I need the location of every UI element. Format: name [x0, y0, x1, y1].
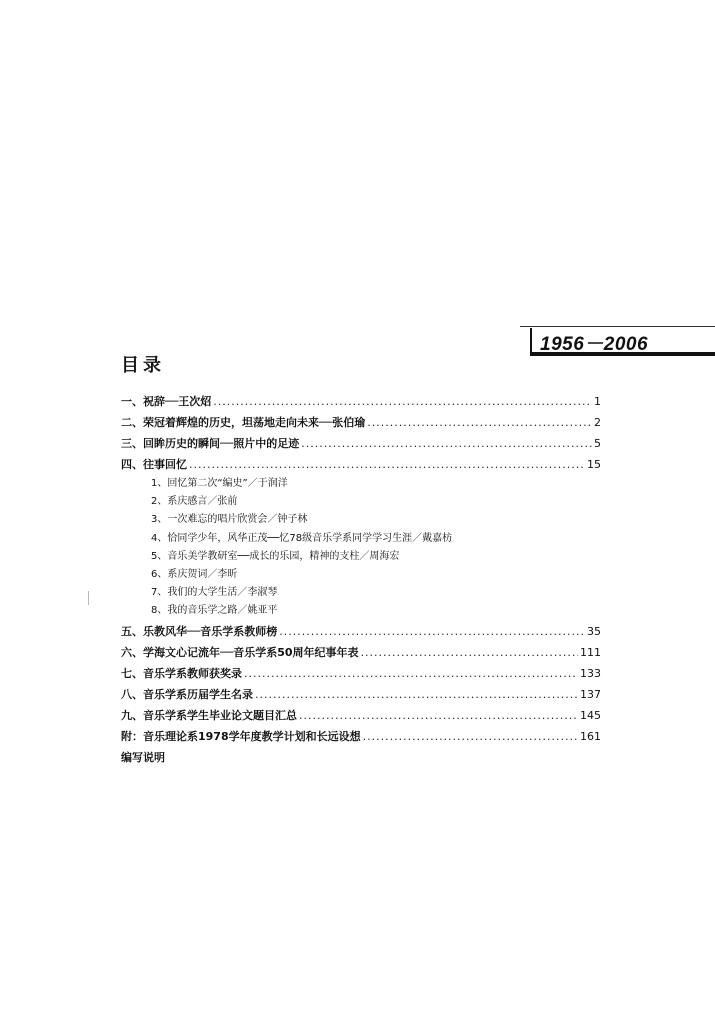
toc-leader-dots	[255, 684, 578, 705]
toc-entry	[121, 705, 601, 726]
toc-leader-dots	[189, 454, 585, 475]
toc-entry-label: 四、往事回忆	[121, 458, 187, 471]
toc-subentry	[121, 602, 601, 620]
toc-entry-label: 编写说明	[121, 750, 165, 764]
toc-entry	[121, 433, 601, 454]
toc-entry	[121, 642, 601, 663]
toc-subentry	[121, 493, 601, 511]
toc-entry-label: 八、音乐学系历届学生名录	[121, 687, 253, 701]
toc-leader-dots	[213, 391, 592, 412]
toc-subentry-label: 6、系庆贺词／李昕	[151, 568, 238, 580]
year-range-box	[530, 328, 715, 356]
toc-subentry-label: 2、系庆感言／张前	[151, 496, 238, 508]
toc-entry	[121, 684, 601, 705]
toc-subentry	[121, 475, 601, 493]
toc-subentry-label: 3、一次难忘的唱片欣赏会／钟子林	[151, 514, 308, 526]
toc-entry	[121, 391, 601, 412]
page-title: 目录	[121, 355, 165, 376]
toc-subentry	[121, 530, 601, 548]
toc-entry	[121, 412, 601, 433]
year-range: 1956－2006	[540, 334, 649, 355]
toc-entry	[121, 454, 601, 475]
toc-subentry-label: 1、回忆第二次“编史”／于润洋	[151, 478, 288, 489]
toc-entry	[121, 663, 601, 684]
toc-entry-label: 二、荣冠着辉煌的历史，坦荡地走向未来──张伯瑜	[121, 416, 366, 429]
toc-leader-dots	[363, 726, 578, 747]
toc-entry-label: 三、回眸历史的瞬间──照片中的足迹	[121, 437, 300, 450]
toc-subentry-label: 7、我们的大学生活／李淑琴	[151, 587, 278, 599]
toc-entry-page: 137	[580, 687, 601, 701]
header-rule	[520, 326, 715, 327]
toc-entry-label: 附：音乐理论系1978学年度教学计划和长远设想	[121, 729, 361, 743]
toc-leader-dots	[367, 412, 592, 433]
toc-entry	[121, 621, 601, 642]
toc-subentry-label: 5、音乐美学教研室──成长的乐园，精神的支柱／周海宏	[151, 550, 400, 562]
toc-entry-page: 2	[594, 416, 601, 429]
toc-entry-page: 5	[594, 437, 601, 450]
table-of-contents	[121, 391, 601, 768]
margin-mark	[88, 591, 89, 605]
toc-leader-dots	[301, 433, 592, 454]
toc-entry-label: 五、乐教风华──音乐学系教师榜	[121, 624, 278, 638]
toc-leader-dots	[244, 663, 578, 684]
toc-entry	[121, 747, 601, 768]
toc-leader-dots	[279, 621, 585, 642]
toc-leader-dots	[299, 705, 578, 726]
toc-entry-page: 1	[594, 395, 601, 408]
toc-subentry	[121, 566, 601, 584]
toc-subentry-label: 8、我的音乐学之路／姚亚平	[151, 605, 278, 617]
toc-subentry	[121, 548, 601, 566]
toc-entry-label: 六、学海文心记流年──音乐学系50周年纪事年表	[121, 645, 359, 659]
toc-entry-page: 133	[580, 666, 601, 680]
toc-entry-label: 一、祝辞──王次炤	[121, 395, 212, 408]
toc-entry-label: 七、音乐学系教师获奖录	[121, 666, 242, 680]
toc-entry	[121, 726, 601, 747]
toc-subentry	[121, 584, 601, 602]
toc-entry-page: 15	[587, 458, 601, 471]
toc-entry-label: 九、音乐学系学生毕业论文题目汇总	[121, 708, 297, 722]
toc-entry-page: 111	[580, 645, 601, 659]
toc-entry-page: 35	[587, 624, 601, 638]
toc-subentry	[121, 511, 601, 529]
toc-entry-page: 161	[580, 729, 601, 743]
toc-leader-dots	[361, 642, 578, 663]
toc-entry-page: 145	[580, 708, 601, 722]
toc-subentry-label: 4、恰同学少年，风华正茂──忆78级音乐学系同学学习生涯／戴嘉枋	[151, 532, 453, 544]
